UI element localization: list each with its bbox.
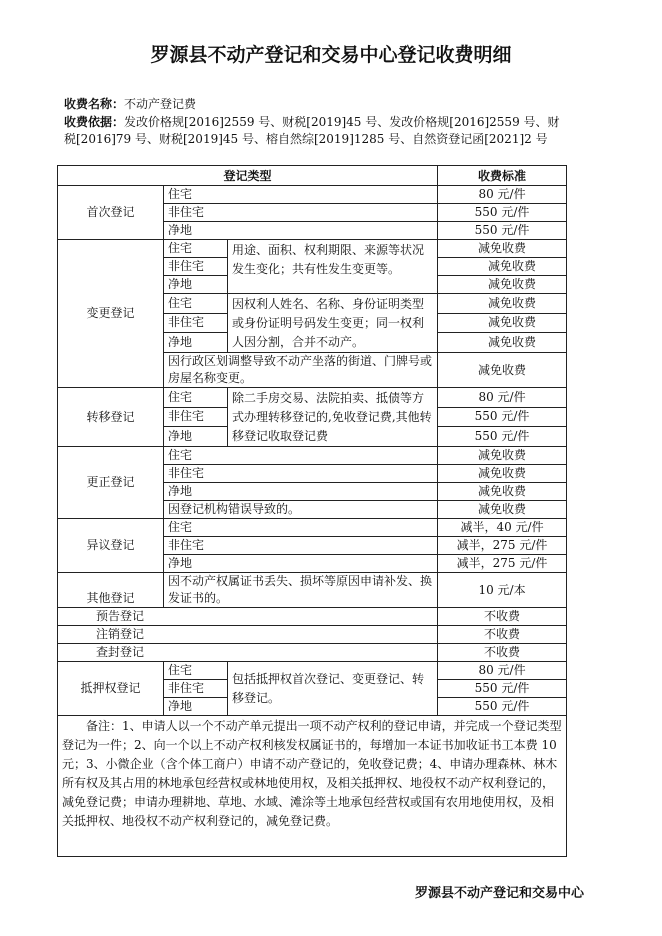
description-cell: 用途、面积、权利期限、来源等状况发生变化；共有性发生变更等。	[228, 240, 438, 294]
fee-cell: 减半，275 元/件	[438, 555, 567, 573]
type-cell: 非住宅	[164, 313, 228, 333]
type-cell: 住宅	[164, 662, 228, 680]
table-row	[58, 716, 567, 857]
type-cell: 净地	[164, 698, 228, 716]
fee-cell: 80 元/件	[438, 388, 567, 408]
fee-cell: 10 元/本	[438, 573, 567, 608]
category-label: 更正登记	[58, 447, 164, 519]
fee-cell: 550 元/件	[438, 222, 567, 240]
fee-cell: 减免收费	[438, 333, 567, 353]
fee-cell: 80 元/件	[438, 186, 567, 204]
type-cell: 住宅	[164, 186, 438, 204]
type-cell: 住宅	[164, 388, 228, 408]
category-label: 转移登记	[58, 388, 164, 447]
category-label: 注销登记	[58, 626, 438, 644]
fee-cell: 不收费	[438, 626, 567, 644]
type-cell: 非住宅	[164, 258, 228, 276]
table-row	[58, 519, 567, 537]
category-label: 异议登记	[58, 519, 164, 573]
fee-cell: 减免收费	[438, 447, 567, 465]
category-label: 其他登记	[58, 573, 164, 608]
type-cell: 住宅	[164, 447, 438, 465]
fee-cell: 550 元/件	[438, 680, 567, 698]
table-row	[58, 186, 567, 204]
fee-cell: 不收费	[438, 608, 567, 626]
fee-name: 不动产登记费	[124, 97, 197, 111]
type-cell: 净地	[164, 427, 228, 447]
fee-cell: 550 元/件	[438, 204, 567, 222]
fee-name-label: 收费名称：	[64, 97, 125, 111]
table-row	[58, 626, 567, 644]
fee-cell: 减免收费	[438, 353, 567, 388]
type-cell: 净地	[164, 222, 438, 240]
fee-cell: 减免收费	[438, 465, 567, 483]
table-row	[58, 447, 567, 465]
type-cell: 住宅	[164, 240, 228, 258]
table-header	[58, 166, 567, 186]
type-cell: 非住宅	[164, 680, 228, 698]
fee-cell: 不收费	[438, 644, 567, 662]
type-cell: 净地	[164, 276, 228, 294]
description-cell: 除二手房交易、法院拍卖、抵债等方式办理转移登记的,免收登记费,其他转移登记收取登记费	[228, 388, 438, 447]
type-cell: 非住宅	[164, 537, 438, 555]
header-type: 登记类型	[58, 166, 438, 186]
remarks: 备注：1、申请人以一个不动产单元提出一项不动产权利的登记申请，并完成一个登记类型登记为一件；2、向一个以上不动产权利核发权属证书的，每增加一本证书加收证书工本费 10 元；3、小微企业（含个体工商户）申请不动产登记的，免收登记费；4、申请办理森林、林木所有权及其占用的林地承包经营权或林地使用权，及相关抵押权、地役权不动产权利登记的，减免登记费；申请办理耕地、草地、水域、滩涂等土地承包经营权或国有农用地使用权，及相关抵押权、地役权不动产权利登记的，减免登记费。	[58, 716, 567, 857]
description-cell: 包括抵押权首次登记、变更登记、转移登记。	[228, 662, 438, 716]
table-row	[58, 662, 567, 680]
category-label: 抵押权登记	[58, 662, 164, 716]
fee-cell: 550 元/件	[438, 427, 567, 447]
table-row	[58, 644, 567, 662]
fee-cell: 550 元/件	[438, 698, 567, 716]
description-cell: 因行政区划调整导致不动产坐落的街道、门牌号或房屋名称变更。	[164, 353, 438, 388]
issuer-signature: 罗源县不动产登记和交易中心	[414, 886, 584, 901]
description-cell: 因权利人姓名、名称、身份证明类型或身份证明号码发生变更；同一权利人因分割，合并不动产。	[228, 294, 438, 353]
fee-basis-label: 收费依据：	[64, 114, 125, 129]
description-cell: 因不动产权属证书丢失、损坏等原因申请补发、换发证书的。	[164, 573, 438, 608]
type-cell: 住宅	[164, 519, 438, 537]
category-label: 预告登记	[58, 608, 438, 626]
fee-info	[64, 96, 564, 149]
table-row	[58, 388, 567, 408]
fee-cell: 减免收费	[438, 483, 567, 501]
type-cell: 因登记机构错误导致的。	[164, 501, 438, 519]
fee-cell: 550 元/件	[438, 407, 567, 427]
type-cell: 净地	[164, 333, 228, 353]
category-label: 变更登记	[58, 240, 164, 388]
type-cell: 非住宅	[164, 465, 438, 483]
fee-cell: 减免收费	[438, 294, 567, 314]
type-cell: 住宅	[164, 294, 228, 314]
fee-basis: 发改价格规[2016]2559 号、财税[2019]45 号、发改价格规[2016]2559 号、财税[2016]79 号、财税[2019]45 号、榕自然综[2019]1285 号、自然资登记函[2021]2 号	[64, 114, 560, 146]
type-cell: 净地	[164, 555, 438, 573]
category-label: 首次登记	[58, 186, 164, 240]
fee-cell: 减免收费	[438, 258, 567, 276]
fee-table	[57, 165, 567, 857]
fee-cell: 减免收费	[438, 240, 567, 258]
fee-cell: 减半，275 元/件	[438, 537, 567, 555]
table-row	[58, 240, 567, 258]
page-title: 罗源县不动产登记和交易中心登记收费明细	[150, 44, 512, 66]
type-cell: 非住宅	[164, 407, 228, 427]
table-row	[58, 573, 567, 608]
header-fee: 收费标准	[438, 166, 567, 186]
category-label: 查封登记	[58, 644, 438, 662]
table-row	[58, 608, 567, 626]
type-cell: 非住宅	[164, 204, 438, 222]
fee-cell: 80 元/件	[438, 662, 567, 680]
fee-cell: 减免收费	[438, 276, 567, 294]
fee-cell: 减半，40 元/件	[438, 519, 567, 537]
fee-cell: 减免收费	[438, 313, 567, 333]
type-cell: 净地	[164, 483, 438, 501]
fee-cell: 减免收费	[438, 501, 567, 519]
